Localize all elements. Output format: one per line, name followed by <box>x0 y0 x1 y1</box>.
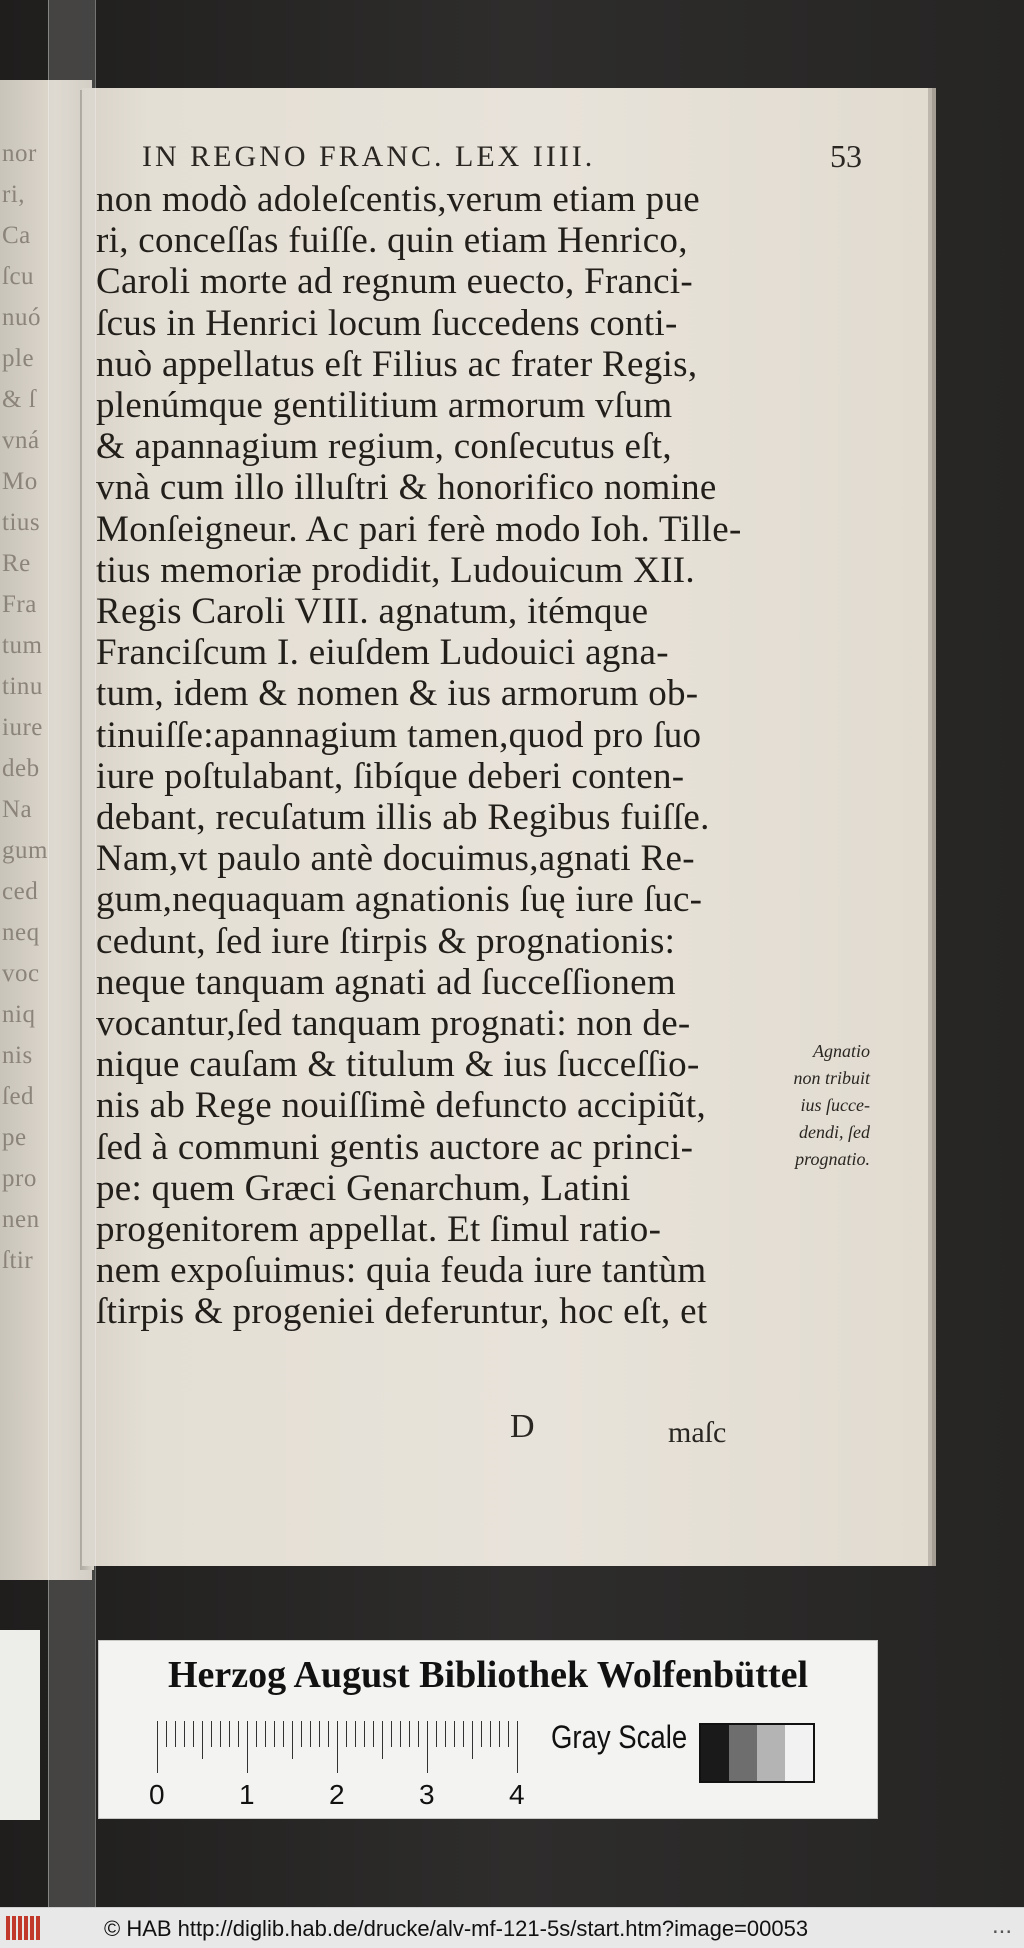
left-page-fragment: ſcu <box>2 263 35 290</box>
left-page-fragment: tius <box>2 509 41 536</box>
left-page-fragment: ple <box>2 345 35 372</box>
gray-swatch <box>757 1725 785 1781</box>
text-line: tinuiſſe:apannagium tamen,quod pro ſuo <box>96 714 702 756</box>
ruler-tick <box>202 1721 203 1759</box>
left-page-fragment: gum <box>2 837 48 864</box>
text-line: nis ab Rege nouiſſimè defuncto accipiũt, <box>96 1085 706 1127</box>
ruler-tick <box>157 1721 158 1773</box>
ruler-tick <box>517 1721 518 1773</box>
ruler-tick <box>499 1721 500 1747</box>
text-line: Franciſcum I. eiuſdem Ludouici agna- <box>96 632 669 674</box>
ruler-number: 0 <box>149 1779 165 1810</box>
left-page-fragment: ſtir <box>2 1247 34 1274</box>
ruler-tick <box>292 1721 293 1759</box>
text-line: debant, recuſatum illis ab Regibus fuiſſe. <box>96 797 710 838</box>
left-page-fragment: niq <box>2 1001 36 1028</box>
ruler-number: 4 <box>509 1779 525 1810</box>
ruler-tick <box>346 1721 347 1747</box>
ruler-tick <box>508 1721 509 1747</box>
page-number: 53 <box>830 138 862 174</box>
ruler-tick <box>220 1721 221 1747</box>
ruler-tick <box>490 1721 491 1747</box>
ruler-number: 2 <box>329 1779 345 1810</box>
gray-swatch <box>785 1725 813 1781</box>
left-page-fragment: nen <box>2 1206 40 1233</box>
text-line: pe: quem Græci Genarchum, Latini <box>96 1167 631 1209</box>
text-line: ſed à communi gentis auctore ac princi- <box>96 1126 694 1168</box>
left-page-fragment: nor <box>2 140 37 167</box>
ruler-tick <box>445 1721 446 1747</box>
left-page-fragment: vná <box>2 427 40 454</box>
text-line: vocantur,ſed tanquam prognati: non de- <box>96 1003 691 1044</box>
text-line: Regis Caroli VIII. agnatum, itémque <box>96 591 649 632</box>
header-title: IN REGNO FRANC. LEX IIII. <box>142 140 596 173</box>
text-line: plenúmque gentilitium armorum vſum <box>96 385 673 426</box>
margin-note-line: ius ſucce- <box>800 1095 870 1115</box>
ruler-tick <box>175 1721 176 1747</box>
ruler-tick <box>463 1721 464 1747</box>
text-line: Nam,vt paulo antè docuimus,agnati Re- <box>96 838 695 880</box>
ruler-tick <box>184 1721 185 1747</box>
left-page-fragment: ſed <box>2 1083 35 1110</box>
text-line: Caroli morte ad regnum euecto, Franci- <box>96 261 694 303</box>
text-line: neque tanquam agnati ad ſucceſſionem <box>96 961 676 1003</box>
ruler-tick <box>364 1721 365 1747</box>
ruler-tick <box>238 1721 239 1747</box>
ruler-tick <box>418 1721 419 1747</box>
ruler-tick <box>355 1721 356 1747</box>
text-line: gum,nequaquam agnationis ſuę iure ſuc- <box>96 879 703 921</box>
gray-swatch <box>729 1725 757 1781</box>
gray-scale-label: Gray Scale <box>551 1719 688 1755</box>
ruler-tick <box>229 1721 230 1747</box>
left-page-fragment: nuó <box>2 304 41 331</box>
text-line: ſtirpis & progeniei deferuntur, hoc eſt, et <box>96 1291 708 1333</box>
left-page-fragment: deb <box>2 755 40 782</box>
ruler-tick <box>274 1721 275 1747</box>
ruler-tick <box>328 1721 329 1747</box>
ruler-tick <box>391 1721 392 1747</box>
text-line: ri, conceſſas fuiſſe. quin etiam Henrico, <box>96 220 688 262</box>
library-label-card <box>98 1640 878 1819</box>
text-line: non modò adoleſcentis,verum etiam pue <box>96 179 700 220</box>
ruler-tick <box>256 1721 257 1747</box>
left-page-fragment: Mo <box>2 468 38 495</box>
margin-note <box>750 1038 870 1173</box>
left-page-fragment: Fra <box>2 591 37 618</box>
ruler-tick <box>265 1721 266 1747</box>
text-line: ſcus in Henrici locum ſuccedens conti- <box>96 302 678 344</box>
margin-note-line: Agnatio <box>813 1041 870 1061</box>
text-line: nique cauſam & titulum & ius ſucceſſio- <box>96 1044 700 1086</box>
left-page-fragment: tum <box>2 632 43 659</box>
left-page-fragment: tinu <box>2 673 43 700</box>
gray-swatch <box>701 1725 729 1781</box>
ruler-tick <box>247 1721 248 1773</box>
text-line: & apannagium regium, conſecutus eſt, <box>96 426 672 468</box>
hab-logo-icon <box>6 1916 46 1940</box>
left-page-fragment: iure <box>2 714 43 741</box>
ruler-tick <box>193 1721 194 1747</box>
ruler-tick <box>427 1721 428 1773</box>
ruler-tick <box>436 1721 437 1747</box>
text-line: iure poſtulabant, ſibíque deberi conten- <box>96 755 685 797</box>
left-page-fragment: pe <box>2 1124 27 1151</box>
ruler-tick <box>409 1721 410 1747</box>
margin-note-line: non tribuit <box>793 1068 870 1088</box>
scale-ruler <box>149 1721 527 1810</box>
ruler-tick <box>337 1721 338 1773</box>
text-line: tum, idem & nomen & ius armorum ob- <box>96 673 699 715</box>
ruler-tick <box>373 1721 374 1747</box>
text-line: cedunt, ſed iure ſtirpis & prognationis: <box>96 920 676 962</box>
footer-bar <box>0 1907 1024 1948</box>
footer-url[interactable]: © HAB http://diglib.hab.de/drucke/alv-mf-121-5s/start.htm?image=00053 <box>104 1916 809 1941</box>
left-page-fragment: voc <box>2 960 40 987</box>
text-line: nuò appellatus eſt Filius ac frater Regis, <box>96 343 698 385</box>
text-line: tius memoriæ prodidit, Ludouicum XII. <box>96 549 695 591</box>
ruler-number: 3 <box>419 1779 435 1810</box>
left-page-fragment: ced <box>2 878 39 905</box>
left-page-fragment: pro <box>2 1165 37 1192</box>
side-card <box>0 1630 40 1820</box>
more-icon[interactable]: ... <box>991 1912 1012 1939</box>
ruler-tick <box>301 1721 302 1747</box>
ruler-tick <box>472 1721 473 1759</box>
library-title: Herzog August Bibliothek Wolfenbüttel <box>167 1654 809 1696</box>
clip-strip <box>48 0 96 1907</box>
ruler-tick <box>166 1721 167 1747</box>
text-line: Monſeigneur. Ac pari ferè modo Ioh. Tille- <box>96 508 742 550</box>
margin-note-line: prognatio. <box>795 1149 870 1169</box>
gray-scale-swatches <box>699 1723 815 1783</box>
ruler-number: 1 <box>239 1779 255 1810</box>
text-line: vnà cum illo illuſtri & honorifico nomine <box>96 467 717 509</box>
ruler-tick <box>382 1721 383 1759</box>
margin-note-line: dendi, ſed <box>799 1122 870 1142</box>
left-page-fragment: neq <box>2 919 40 946</box>
catchword-signature: D <box>510 1408 535 1445</box>
ruler-tick <box>310 1721 311 1747</box>
ruler-tick <box>481 1721 482 1747</box>
left-page-fragment: nis <box>2 1042 33 1069</box>
left-page-fragment: & ſ <box>2 386 37 413</box>
ruler-tick <box>319 1721 320 1747</box>
left-page-fragment: Ca <box>2 222 31 249</box>
left-page-fragment: Re <box>2 550 31 577</box>
left-page-fragment: Na <box>2 796 33 823</box>
left-page-fragment: ri, <box>2 181 26 208</box>
ruler-tick <box>400 1721 401 1747</box>
ruler-tick <box>454 1721 455 1747</box>
right-page <box>82 88 928 1566</box>
text-line: nem expoſuimus: quia feuda iure tantùm <box>96 1250 707 1292</box>
text-line: progenitorem appellat. Et ſimul ratio- <box>96 1209 662 1250</box>
ruler-tick <box>211 1721 212 1747</box>
catchword: maſc <box>668 1416 727 1449</box>
ruler-tick <box>283 1721 284 1747</box>
running-header <box>142 140 862 174</box>
